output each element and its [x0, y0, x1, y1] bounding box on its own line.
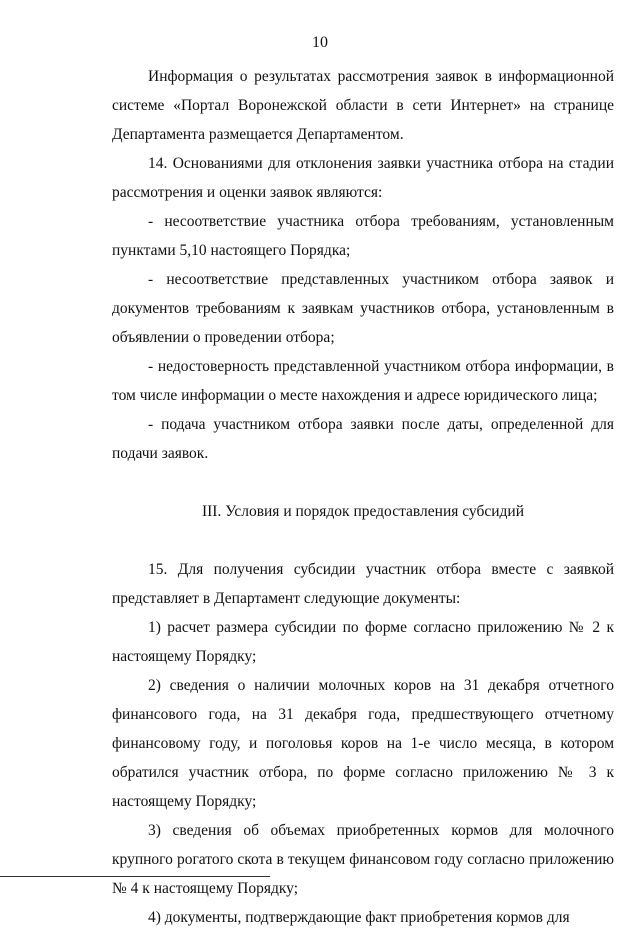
paragraph: 1) расчет размера субсидии по форме согласно приложению № 2 к настоящему Порядку;	[112, 619, 614, 665]
paragraph: 4) документы, подтверждающие факт приобретения кормов для	[148, 909, 570, 926]
footer-rule	[0, 876, 270, 877]
section-heading: III. Условия и порядок предоставления субсидий	[201, 503, 524, 520]
paragraph: - несоответствие участника отбора требованиям, установленным пунктами 5,10 настоящего Порядка;	[112, 213, 614, 259]
paragraph: 3) сведения об объемах приобретенных кормов для молочного крупного рогатого скота в текущем финансовом году согласно приложению № 4 к настоящему Порядку;	[112, 822, 614, 897]
page-number: 10	[312, 34, 328, 51]
paragraph: Информация о результатах рассмотрения заявок в информационной системе «Портал Воронежской области в сети Интернет» на странице Департамента размещается Департаментом.	[112, 68, 614, 143]
paragraph: 2) сведения о наличии молочных коров на 31 декабря отчетного финансового года, на 31 декабря года, предшествующего отчетному финансовому году, и поголовья коров на 1-е число месяца, в котором обратился участник отбора, по форме согласно приложению № 3 к настоящему Порядку;	[112, 677, 614, 810]
paragraph: - несоответствие представленных участником отбора заявок и документов требованиям к заявкам участников отбора, установленным в объявлении о проведении отбора;	[112, 271, 614, 346]
document-body	[112, 62, 614, 932]
paragraph: - недостоверность представленной участником отбора информации, в том числе информации о месте нахождения и адресе юридического лица;	[112, 358, 614, 404]
paragraph: 15. Для получения субсидии участник отбора вместе с заявкой представляет в Департамент следующие документы:	[112, 561, 614, 607]
paragraph: - подача участником отбора заявки после даты, определенной для подачи заявок.	[112, 416, 614, 462]
paragraph: 14. Основаниями для отклонения заявки участника отбора на стадии рассмотрения и оценки заявок являются:	[112, 155, 614, 201]
